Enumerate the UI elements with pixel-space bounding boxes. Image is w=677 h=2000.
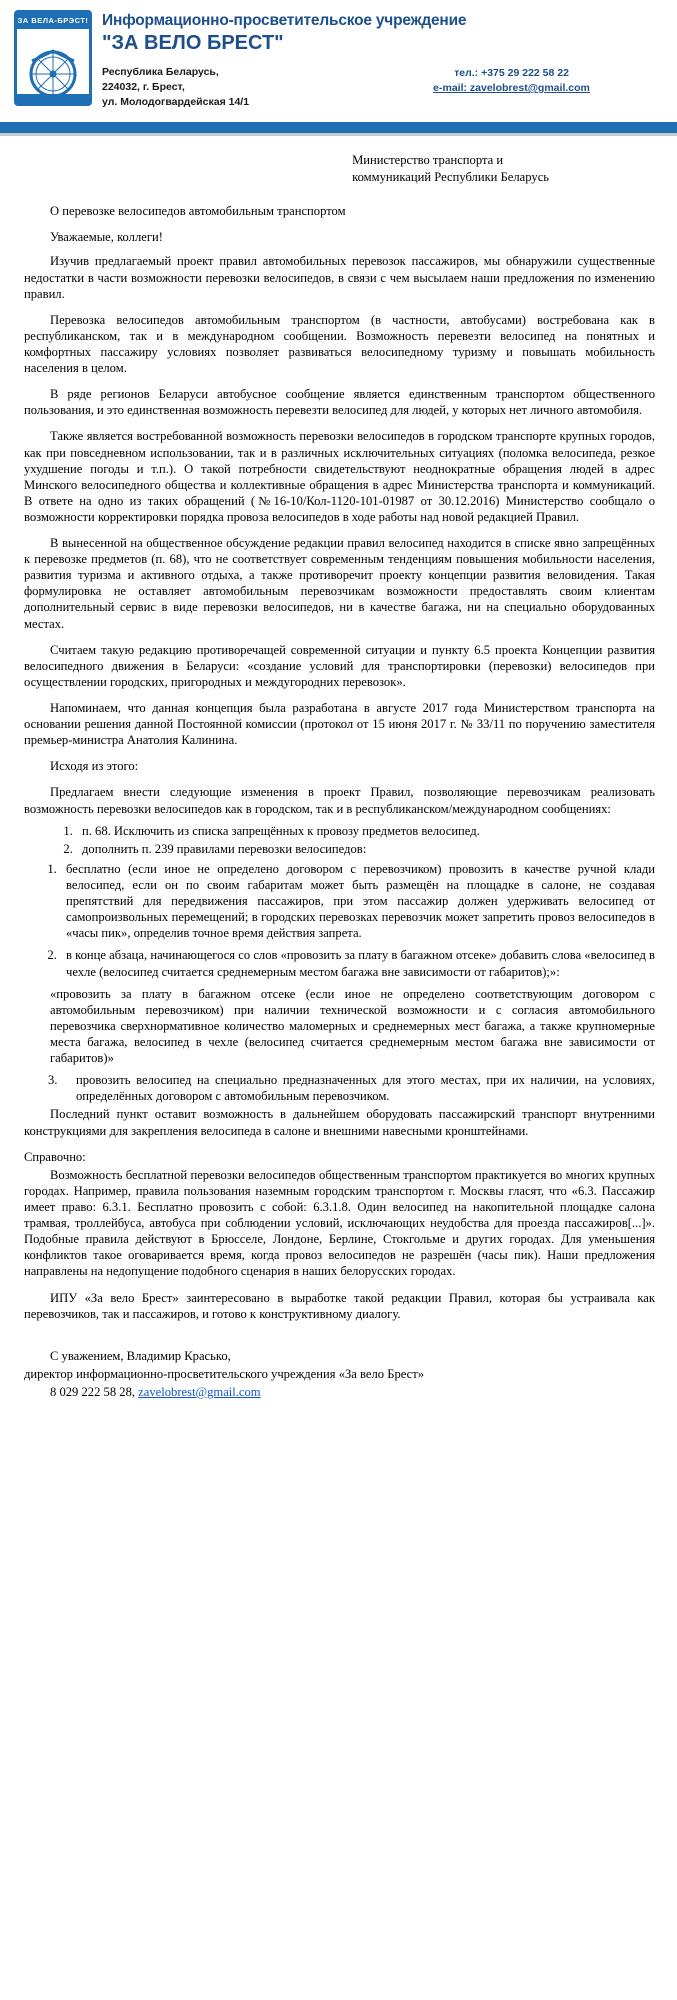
paragraph: ИПУ «За вело Брест» заинтересовано в выработке такой редакции Правил, которая бы устраивала как перевозчиков, так и пассажиров, и готово к конструктивному диалогу.: [24, 1290, 655, 1321]
header-divider-blue: [0, 122, 677, 133]
organization-type: Информационно-просветительское учреждение: [102, 12, 467, 29]
logo-frame: [14, 10, 92, 106]
signature-title: директор информационно-просветительского учреждения «За вело Брест»: [24, 1366, 425, 1381]
proposals-sublist: [24, 861, 655, 980]
logo-band-text: ЗА ВЕЛА-БРЭСТ!: [17, 13, 89, 29]
address-city: 224032, г. Брест,: [102, 81, 185, 94]
signature-name: С уважением, Владимир Красько,: [50, 1348, 231, 1363]
signature-block: [24, 1348, 655, 1400]
phone-number: тел.: +375 29 222 58 22: [454, 66, 569, 79]
proposals-list: [24, 823, 655, 857]
paragraph: Изучив предлагаемый проект правил автомобильных перевозок пассажиров, мы обнаружили существенные недостатки в части возможности перевозки велосипедов, в связи с чем высылаем наши предложения по изменению правил.: [24, 254, 655, 301]
organization-logo: [14, 10, 92, 106]
address-country: Республика Беларусь,: [102, 65, 219, 78]
paragraph: Предлагаем внести следующие изменения в проект Правил, позволяющие перевозчикам реализовать возможность перевозки велосипедов как в городском, так и в республиканском/международном сообщениях:: [24, 785, 655, 816]
bicycle-wheel-icon: [20, 47, 86, 99]
email-address[interactable]: e-mail: zavelobrest@gmail.com: [433, 82, 590, 95]
addressee-line-2: коммуникаций Республики Беларусь: [352, 169, 550, 184]
list-item: 1. п. 68. Исключить из списка запрещённых к провозу предметов велосипед.: [76, 823, 655, 839]
addressee-block: [352, 152, 655, 185]
signature-email-link[interactable]: zavelobrest@gmail.com: [138, 1384, 261, 1399]
paragraph: Возможность бесплатной перевозки велосипедов общественным транспортом практикуется во многих крупных городах. Например, правила пользования наземным городским транспортом г. Москвы гласят, что «6.3. Пассажир имеет право: 6.3.1. Бесплатно провозить с собой: 6.3.1.8. Один велосипед на накопительной площадке салона трамвая, троллейбуса, автобуса при соблюдении условий, исключающих неудобства для проезда пассажиров[...]». Подобные правила действуют в Брюсселе, Лондоне, Берлине, Стокгольме и других городах. Для уменьшения конфликтов такое оговаривается время, когда провоз велосипедов не разрешён (часы пик). Наши предложения направлены на недопущение подобного сценария в наших белорусских городах.: [24, 1167, 655, 1279]
list-item-3: [24, 1072, 655, 1104]
letterhead: [0, 0, 677, 116]
paragraph: В ряде регионов Беларуси автобусное сообщение является единственным транспортом общественного пользования, и это единственная возможность перевезти велосипед для людей, у которых нет личного автомобиля.: [24, 387, 655, 418]
letter-body: [0, 136, 677, 1410]
signature-contacts: [24, 1384, 655, 1400]
paragraph: Последний пункт оставит возможность в дальнейшем оборудовать пассажирский транспорт внутренними конструкциями для закрепления велосипеда в салоне и внешними навесными кронштейнами.: [24, 1107, 655, 1138]
paragraph: Перевозка велосипедов автомобильным транспортом (в частности, автобусами) востребована как в республиканском, так и в международном сообщении. Возможность перевезти велосипед на понятных и комфортных пассажиру условиях позволяет развиваться велосипедному туризму и повышать мобильность населения в целом.: [24, 312, 655, 376]
paragraph: Считаем такую редакцию противоречащей современной ситуации и пункту 6.5 проекта Концепции развития велосипедного движения в Беларуси: «создание условий для транспортировки (перевозки) велосипедов при осуществлении городских, пригородных и междугородних перевозок».: [24, 642, 655, 689]
paragraph: В вынесенной на общественное обсуждение редакции правил велосипед находится в списке явно запрещённых к перевозке предметов (п. 68), что не соответствует современным тенденциям повышения мобильности населения, развития туризма и активного отдыха, а также противоречит проекту концепции развития веловидения. Такая формулировка не оставляет автомобильным перевозчикам возможности предоставлять своим клиентам дополнительный сервис в виде перевозки велосипедов, ни в качестве багажа, ни на специально оборудованных местах.: [24, 536, 655, 631]
logo-footer-bar: [17, 94, 89, 103]
contact-details: [360, 65, 663, 111]
reference-label: Справочно:: [24, 1149, 86, 1164]
list-item: 2. дополнить п. 239 правилами перевозки велосипедов:: [76, 841, 655, 857]
letter-subject: О перевозке велосипедов автомобильным транспортом: [50, 204, 346, 219]
list-item: 2. в конце абзаца, начинающегося со слов «провозить за плату в багажном отсеке» добавить слова «велосипед в чехле (велосипед считается среднемерным местом багажа вне зависимости от габаритов);»:: [60, 947, 655, 979]
letterhead-contacts: [102, 65, 663, 111]
addressee-line-1: Министерство транспорта и: [352, 153, 504, 168]
list-item-text: провозить велосипед на специально предназначенных для этого местах, при их наличии, на условиях, определённых договором с автомобильным перевозчиком.: [76, 1073, 655, 1104]
postal-address: [102, 65, 360, 111]
paragraph: Также является востребованной возможность перевозки велосипедов в городском транспорте крупных городов, как при повседневном использовании, так и в различных исключительных ситуациях (поломка велосипеда, резкое ухудшение погоды и т.п.). О такой потребности свидетельствуют неоднократные обращения людей в адрес Минского велосипедного общества и коллективные обращения в адрес Министерства транспорта и коммуникаций. В ответе на одно из таких обращений (№16-10/Кол-1120-101-01987 от 30.12.2016) Министерство сообщало о возможности корректировки порядка провоза велосипедов в ходе работы над новой редакцией Правил.: [24, 429, 655, 524]
signature-phone: 8 029 222 58 28,: [50, 1384, 139, 1399]
quoted-clause: «провозить за плату в багажном отсеке (если иное не определено соответствующим договором с автомобильным перевозчиком) при наличии технической возможности и с согласия автомобильного перевозчика сверхнормативное количество маломерных и среднемерных мест багажа, а также крупномерные места багажа, велосипед в чехле (велосипед считается среднемерным местом багажа вне зависимости от габаритов)»: [50, 986, 655, 1066]
letter-greeting: Уважаемые, коллеги!: [50, 230, 163, 245]
paragraph: Напоминаем, что данная концепция была разработана в августе 2017 года Министерством транспорта на основании решения данной Постоянной комиссии (протокол от 15 июня 2017 г. № 33/11 по поручению заместителя премьер-министра Анатолия Калинина.: [24, 701, 655, 748]
paragraph: Исходя из этого:: [50, 759, 139, 774]
organization-name: "ЗА ВЕЛО БРЕСТ": [102, 31, 284, 54]
letterhead-text: [102, 10, 663, 110]
list-item-number: 3.: [48, 1073, 58, 1088]
list-item: 1. бесплатно (если иное не определено договором с перевозчиком) провозить в качестве ручной клади велосипед, если он по своим габаритам может быть размещён на площадке в салоне, не создавая препятствий для передвижения пассажиров, при этом пассажир должен удерживать велосипед от самопроизвольных перемещений; в городских перевозках перевозчик может запретить провоз велосипедов в «часы пик», определив точное время действия запрета.: [60, 861, 655, 942]
address-street: ул. Молодогвардейская 14/1: [102, 96, 250, 109]
